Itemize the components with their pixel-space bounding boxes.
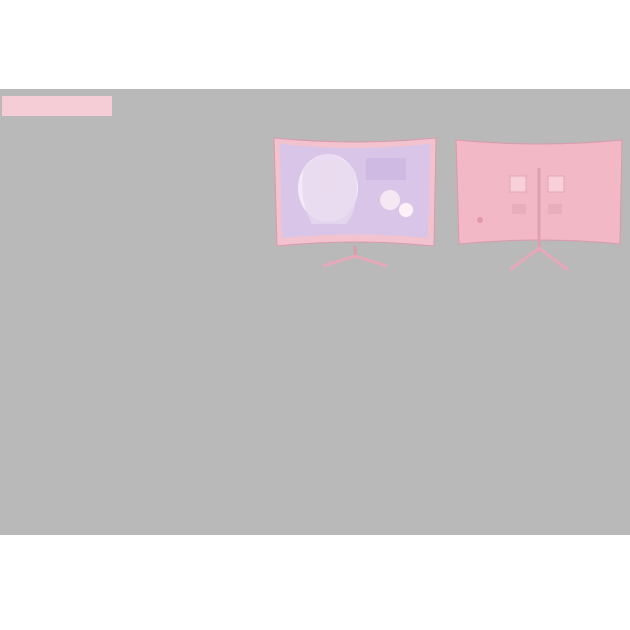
model-badge [2,96,112,116]
monitor-back-image [452,128,627,273]
monitor-front-image [268,128,443,268]
